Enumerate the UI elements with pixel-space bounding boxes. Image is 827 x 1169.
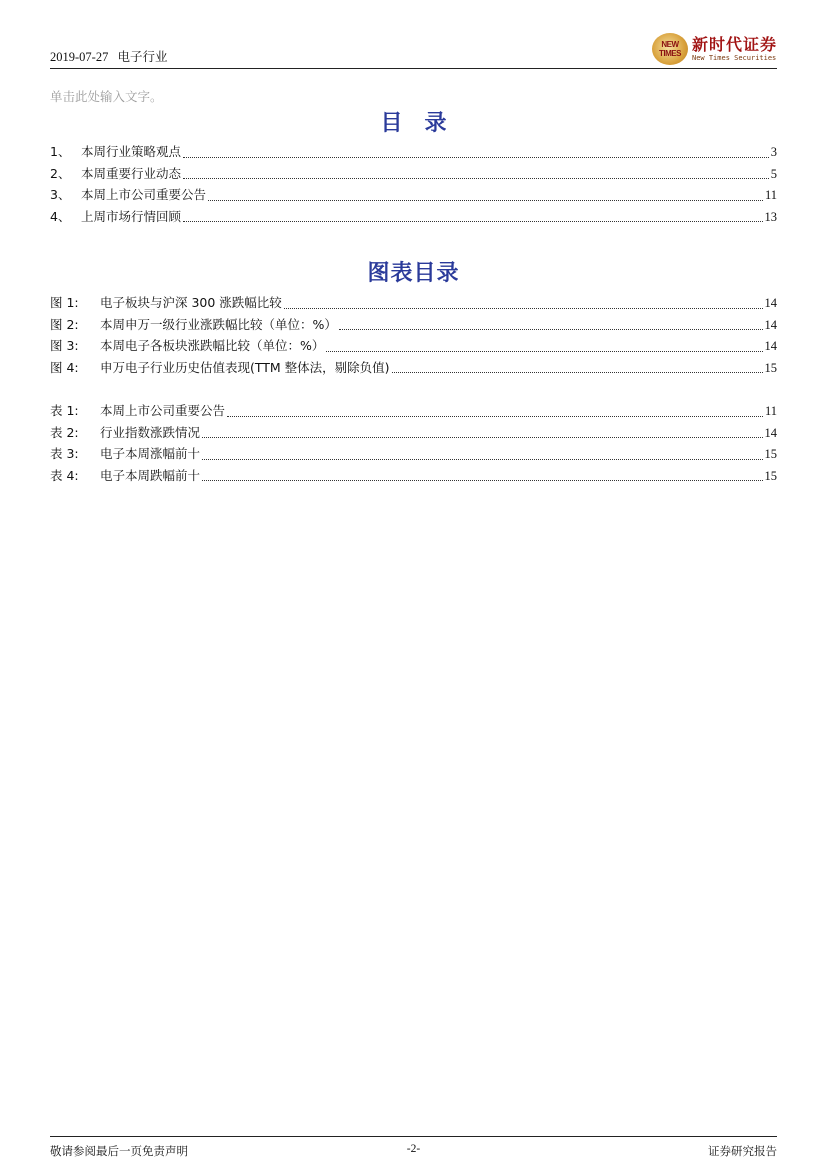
table-label: 电子本周涨幅前十 [100,446,201,461]
figure-label: 申万电子行业历史估值表现(TTM 整体法，剔除负值) [100,359,390,375]
toc-list [50,142,777,228]
figures-list [50,293,777,379]
table-entry[interactable] [50,401,777,423]
logo-text [691,34,777,62]
table-page: 15 [764,447,777,461]
toc-entry[interactable] [50,185,777,207]
toc-entry[interactable] [50,164,777,186]
figure-page: 14 [764,317,777,332]
figure-page: 14 [764,296,777,310]
toc-entry-page: 3 [770,145,777,159]
table-number: 表 1: [50,403,79,418]
toc-entry-page: 13 [764,209,777,224]
figure-entry[interactable] [50,315,777,337]
figure-label: 本周电子各板块涨跌幅比较（单位：%） [100,338,325,353]
dot-leader [392,372,763,373]
table-number: 表 4: [50,467,79,483]
dot-leader [183,157,769,158]
footer-disclaimer: 敬请参阅最后一页免责声明 [50,1144,188,1158]
report-date: 2019-07-27 [50,50,109,64]
dot-leader [202,437,762,438]
toc-entry-label: 本周行业策略观点 [81,144,182,159]
table-label: 本周上市公司重要公告 [100,403,226,418]
figure-entry[interactable] [50,358,777,380]
page-header [50,30,777,69]
dot-leader [183,221,762,222]
dot-leader [227,416,763,417]
dot-leader [183,178,769,179]
figure-entry[interactable] [50,336,777,358]
figure-page: 15 [764,360,777,375]
table-number: 表 3: [50,446,79,461]
dot-leader [202,459,762,460]
figure-number: 图 3: [50,338,79,353]
figures-index-title: 图表目录 [367,260,460,286]
dot-leader [339,329,763,330]
logo-mark-line2: TIMES [659,49,681,58]
toc-entry-number: 1、 [50,144,71,159]
figure-number: 图 2: [50,316,79,332]
toc-entry-label: 上周市场行情回顾 [81,208,182,224]
logo-english-name: New Times Securities [691,53,777,62]
dot-leader [208,200,763,201]
toc-entry-page: 11 [764,188,777,202]
toc-entry-number: 2、 [50,165,71,181]
table-entry[interactable] [50,423,777,445]
tables-list [50,401,777,487]
toc-entry[interactable] [50,207,777,229]
figure-label: 本周申万一级行业涨跌幅比较（单位：%） [100,316,337,332]
figure-number: 图 1: [50,295,79,310]
toc-entry-number: 3、 [50,187,71,202]
dot-leader [202,480,762,481]
placeholder-text[interactable]: 单击此处输入文字。 [50,89,163,104]
dot-leader [284,308,763,309]
table-entry[interactable] [50,444,777,466]
logo-emblem-icon [652,33,688,65]
table-page: 15 [764,468,777,483]
toc-entry-label: 本周重要行业动态 [81,165,182,181]
footer-page-number: -2- [406,1143,421,1155]
figure-label: 电子板块与沪深 300 涨跌幅比较 [100,295,282,310]
logo-mark-line1: NEW [661,40,679,49]
toc-title: 目录 [380,110,469,136]
dot-leader [326,351,762,352]
table-page: 11 [764,404,777,418]
toc-entry-label: 本周上市公司重要公告 [81,187,207,202]
table-entry[interactable] [50,466,777,488]
figure-entry[interactable] [50,293,777,315]
logo-chinese-name: 新时代证券 [691,34,777,54]
table-number: 表 2: [50,424,79,440]
header-info [50,47,173,65]
figure-number: 图 4: [50,359,79,375]
industry-name: 电子行业 [117,50,168,64]
toc-entry[interactable] [50,142,777,164]
footer-report-type: 证券研究报告 [708,1144,777,1158]
company-logo [652,32,777,66]
toc-entry-page: 5 [770,166,777,181]
table-page: 14 [764,425,777,440]
page-footer [50,1136,777,1161]
table-label: 电子本周跌幅前十 [100,467,201,483]
figure-page: 14 [764,339,777,353]
toc-entry-number: 4、 [50,208,71,224]
table-label: 行业指数涨跌情况 [100,424,201,440]
